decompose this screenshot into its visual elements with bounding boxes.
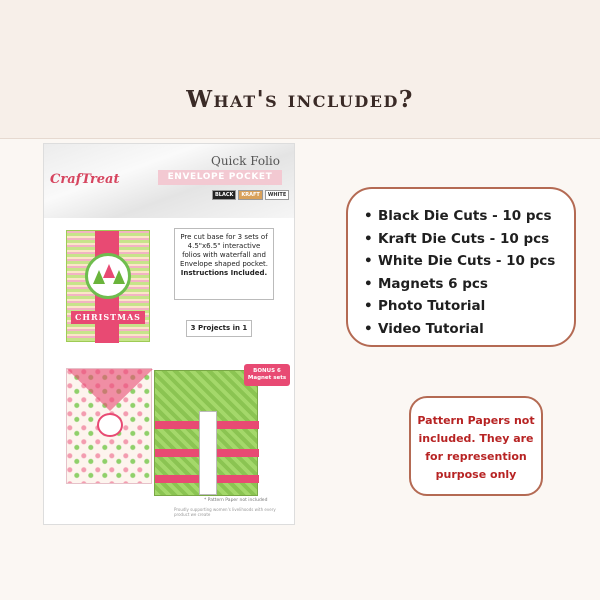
tree-medallion	[85, 253, 131, 299]
list-item: • Video Tutorial	[364, 318, 555, 341]
list-item: • White Die Cuts - 10 pcs	[364, 250, 555, 273]
list-item: • Photo Tutorial	[364, 295, 555, 318]
included-list-box	[346, 187, 576, 347]
product-name: ENVELOPE POCKET	[158, 170, 282, 185]
envelope-tab	[97, 413, 123, 437]
product-image	[44, 144, 294, 524]
note-box	[409, 396, 543, 496]
envelope-folio	[66, 368, 152, 484]
brand-logo: CrafTreat	[50, 172, 120, 187]
bullet-icon: •	[364, 208, 373, 224]
swatch-white: WHITE	[265, 190, 289, 200]
bullet-icon: •	[364, 230, 373, 247]
included-list	[364, 205, 555, 340]
bullet-icon: •	[364, 298, 373, 314]
page-title: What's included?	[186, 86, 414, 113]
description-bold: Instructions Included.	[180, 269, 268, 277]
tagline: Proudly supporting women's livelihoods with every product we create	[174, 507, 276, 517]
description-box	[174, 228, 274, 300]
bullet-icon: •	[364, 275, 373, 292]
pull-tag	[199, 411, 217, 495]
tree-icon	[113, 270, 125, 284]
description-text: Pre cut base for 3 sets of 4.5"x6.5" interactive folios with waterfall and Envelope shaped pocket.	[180, 233, 268, 268]
christmas-folio	[66, 230, 150, 342]
variant-swatches	[212, 190, 289, 200]
header-band	[0, 0, 600, 138]
bullet-icon: •	[364, 253, 373, 269]
list-item: • Black Die Cuts - 10 pcs	[364, 205, 555, 228]
list-item: • Magnets 6 pcs	[364, 273, 555, 296]
bullet-icon: •	[364, 320, 373, 337]
product-photo	[54, 220, 287, 518]
bonus-badge: BONUS 6 Magnet sets	[244, 364, 290, 386]
list-item: • Kraft Die Cuts - 10 pcs	[364, 228, 555, 251]
swatch-black: BLACK	[212, 190, 236, 200]
note-text: Pattern Papers not included. They are for represention purpose only	[417, 414, 535, 481]
product-header	[44, 144, 294, 218]
waterfall-folio	[154, 370, 258, 496]
footnote: * Pattern Paper not included	[204, 498, 268, 503]
swatch-kraft: KRAFT	[238, 190, 262, 200]
envelope-flap	[67, 369, 153, 411]
christmas-banner: CHRISTMAS	[71, 311, 145, 324]
product-line: Quick Folio	[210, 154, 280, 168]
projects-label: 3 Projects in 1	[186, 320, 252, 337]
